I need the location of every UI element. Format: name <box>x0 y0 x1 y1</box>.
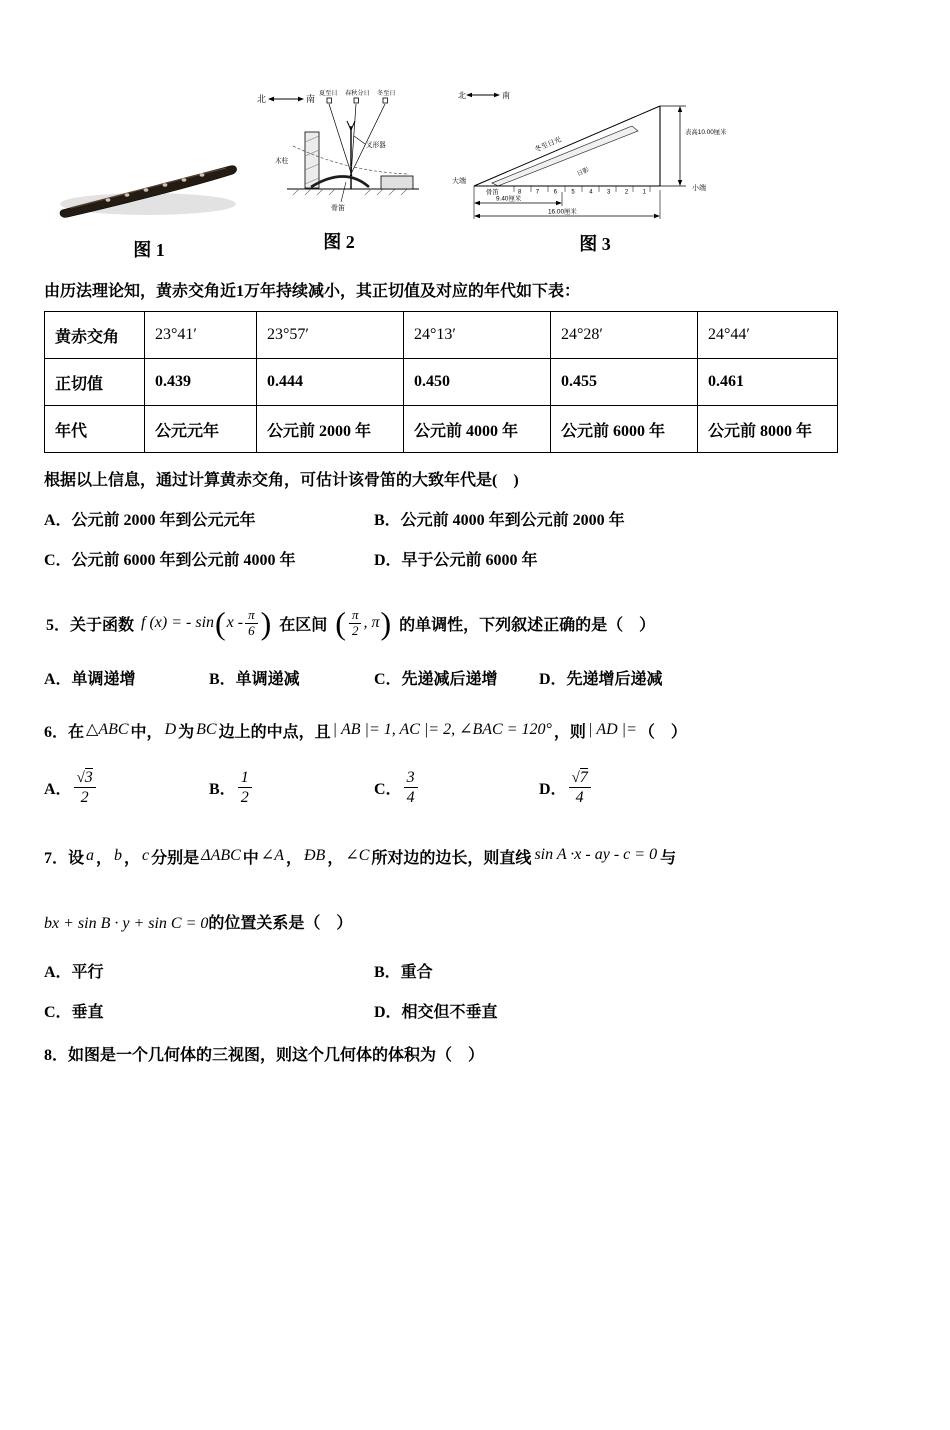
q6-option-d: D． $\frac{√7}{4}$ <box>539 768 704 807</box>
table-cell: 0.455 <box>551 359 698 406</box>
figure-3-diagram <box>452 86 738 222</box>
q5-fx: f (x) = - sin <box>141 614 215 631</box>
q4-option-d: D．早于公元前 6000 年 <box>374 552 538 569</box>
big-end-label: 大端 <box>452 178 466 185</box>
q4-options-row-1 <box>44 507 892 530</box>
fraction-3-4: $\frac{3}{4}$ <box>404 768 418 807</box>
bone-flute-label: 骨笛 <box>331 205 345 212</box>
q7-option-d: D．相交但不垂直 <box>374 1004 498 1022</box>
sight-lines <box>329 104 385 176</box>
angle-a: ∠A <box>260 847 284 865</box>
q4-option-c: C．公元前 6000 年到公元前 4000 年 <box>44 552 296 569</box>
shadow-label: 日影 <box>576 166 591 178</box>
flute-arc <box>311 177 369 188</box>
small-end-label: 小端 <box>692 185 706 192</box>
table-cell: 24°44′ <box>698 312 838 359</box>
q4-stem: 根据以上信息，通过计算黄赤交角，可估计该骨笛的大致年代是( ) <box>44 472 519 489</box>
sun-icons <box>327 98 388 103</box>
q5-option-c: C．先递减后递增 <box>374 671 498 688</box>
q5-inner: x - <box>226 614 244 631</box>
table-cell: 24°28′ <box>551 312 698 359</box>
dim-16-00-label: 16.00厘米 <box>548 208 577 216</box>
figure-1-caption: 图 1 <box>133 240 165 260</box>
q7-option-a: A．平行 <box>44 964 104 982</box>
q6-option-b: B． $\frac{1}{2}$ <box>209 768 374 807</box>
open-paren: ( <box>215 605 226 641</box>
q6-option-c: C． $\frac{3}{4}$ <box>374 768 539 807</box>
south-label: 南 <box>306 94 316 104</box>
fraction-1-2: $\frac{1}{2}$ <box>238 768 252 807</box>
table-cell: 0.439 <box>145 359 257 406</box>
point-d: D <box>164 721 177 738</box>
table-row-obliquity <box>45 312 838 359</box>
summer-solstice-label: 夏至日 <box>319 90 338 97</box>
fraction-pi-2: $\frac{\pi}{2}$ <box>349 608 362 638</box>
q4-option-b: B．公元前 4000 年到公元前 2000 年 <box>374 512 625 529</box>
north-label: 北 <box>458 91 466 100</box>
q7-options-row-1 <box>44 959 892 982</box>
open-paren: ( <box>335 605 346 641</box>
fraction-sqrt3-2: $\frac{√3}{2}$ <box>74 768 96 807</box>
line-equation-2: bx + sin B · y + sin C = 0 <box>44 915 209 933</box>
q5-interval-tail: , π <box>363 614 380 631</box>
angle-b: ÐB <box>304 847 326 865</box>
figure-2 <box>253 86 425 254</box>
var-a: a <box>86 847 95 865</box>
north-label: 北 <box>257 94 267 104</box>
table-cell: 公元元年 <box>145 406 257 453</box>
ground-block <box>381 176 413 189</box>
q7-option-b: B．重合 <box>374 964 433 982</box>
figure-1 <box>50 116 248 262</box>
equinox-label: 春秋分日 <box>345 90 370 97</box>
table-cell: 0.450 <box>404 359 551 406</box>
q6-options-row <box>44 768 892 807</box>
ad-magnitude: | AD |= <box>587 721 637 738</box>
winter-solstice-label: 冬至日 <box>377 90 396 97</box>
table-cell: 0.444 <box>257 359 404 406</box>
q7-options-row-2 <box>44 999 892 1022</box>
wood-pillar <box>305 132 319 188</box>
south-label: 南 <box>502 91 510 100</box>
figure-2-diagram <box>253 86 425 220</box>
q5-option-a: A．单调递增 <box>44 671 136 688</box>
q6-stem: 6．在 △ABC 中， D 为 BC 边上的中点，且 | AB |= 1, AC |= 2, ∠BAC = 120° ，则 | AD |= （ ） <box>44 721 687 741</box>
q7-stem-line-1: 7．设 a ， b ， c 分别是 ΔABC 中 ∠A ， ÐB ， ∠C 所对边的边长，则直线 sin A ·x - ay - c = 0 与 <box>44 846 677 868</box>
var-b: b <box>114 847 123 865</box>
ground-hatch <box>293 189 407 195</box>
q5-prefix: 5．关于函数 <box>46 616 135 634</box>
fork-device-label: 叉形器 <box>366 142 386 149</box>
table-cell: 黄赤交角 <box>45 312 145 359</box>
close-paren: ) <box>260 605 272 641</box>
var-c: c <box>142 847 150 865</box>
figure-2-caption: 图 2 <box>323 232 355 252</box>
triangle-hypotenuse <box>474 106 660 186</box>
table-cell: 23°41′ <box>145 312 257 359</box>
table-row-tangent <box>45 359 838 406</box>
q5-option-b: B．单调递减 <box>209 671 300 688</box>
q5-mid: 在区间 <box>279 616 328 634</box>
table-cell: 0.461 <box>698 359 838 406</box>
q5-options-row <box>44 666 892 689</box>
q4-option-a: A．公元前 2000 年到公元元年 <box>44 512 256 529</box>
angle-c: ∠C <box>345 847 370 865</box>
dim-9-40-label: 9.40厘米 <box>496 195 522 203</box>
wood-pillar-label: 木柱 <box>275 158 289 165</box>
scale-numbers: 8 7 6 5 4 3 2 1 <box>518 189 646 196</box>
table-cell: 公元前 2000 年 <box>257 406 404 453</box>
given-conditions: | AB |= 1, AC |= 2, ∠BAC = 120° <box>332 721 552 738</box>
q5-stem <box>44 600 892 646</box>
q5-suffix: 的单调性，下列叙述正确的是（ ） <box>399 616 656 634</box>
q7-stem-line-2: bx + sin B · y + sin C = 0的位置关系是（ ） <box>44 915 353 933</box>
bone-flute-photo <box>50 116 248 228</box>
q8-stem: 8．如图是一个几何体的三视图，则这个几何体的体积为（ ） <box>44 1047 485 1065</box>
line-equation-1: sin A ·x - ay - c = 0 <box>534 846 658 864</box>
q6-option-a: A． $\frac{√3}{2}$ <box>44 768 209 807</box>
exam-body <box>0 278 950 1065</box>
triangle-abc: △ABC <box>86 721 129 738</box>
gnomon-height-label: 表高10.00厘米 <box>685 129 727 136</box>
table-cell: 正切值 <box>45 359 145 406</box>
figure-3 <box>452 86 738 256</box>
flute-on-slope <box>492 126 638 186</box>
winter-sunlight-label: 冬至日光 <box>534 136 563 154</box>
flute-scale-name-label: 骨笛 <box>486 189 499 196</box>
q4-options-row-2 <box>44 547 892 570</box>
fraction-pi-6: $\frac{\pi}{6}$ <box>245 608 258 638</box>
side-bc: BC <box>196 721 217 738</box>
table-cell: 23°57′ <box>257 312 404 359</box>
table-cell: 年代 <box>45 406 145 453</box>
table-cell: 公元前 8000 年 <box>698 406 838 453</box>
q5-interval-expression <box>334 607 392 639</box>
table-cell: 24°13′ <box>404 312 551 359</box>
obliquity-table <box>44 311 838 453</box>
radical-icon: √ <box>76 770 85 786</box>
q5-option-d: D．先递增后递减 <box>539 671 663 688</box>
figures-row <box>0 86 950 258</box>
q5-function-expression <box>141 607 272 639</box>
figure-3-caption: 图 3 <box>579 234 611 254</box>
intro-text: 由历法理论知，黄赤交角近1万年持续减小，其正切值及对应的年代如下表： <box>44 283 581 300</box>
fraction-sqrt7-4: $\frac{√7}{4}$ <box>569 768 591 807</box>
table-row-era <box>45 406 838 453</box>
triangle-abc: ΔABC <box>201 847 241 865</box>
table-cell: 公元前 4000 年 <box>404 406 551 453</box>
q7-option-c: C．垂直 <box>44 1004 104 1022</box>
table-cell: 公元前 6000 年 <box>551 406 698 453</box>
close-paren: ) <box>380 605 392 641</box>
radical-icon: √ <box>571 770 580 786</box>
